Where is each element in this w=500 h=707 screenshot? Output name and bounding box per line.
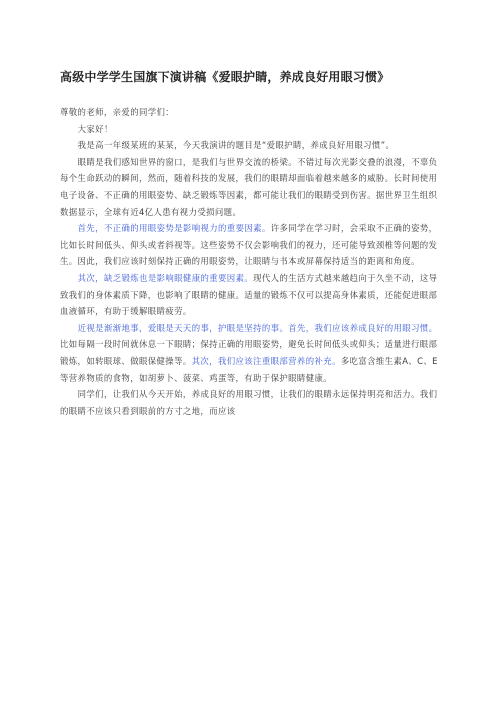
intro-paragraph: 我是高一年级某班的某某，今天我演讲的题目是“爱眼护睛，养成良好用眼习惯”。 (77, 140, 395, 151)
paragraph-2-text: 许多同学在学习时，会采取不正确的姿势，比如长时间低头、仰头或者斜视等。这些姿势不仅会影响我们的视力，还可能导致颈椎等问题的发生。因此，我们应该时刻保持正确的用眼姿势，让眼睛与书本或屏幕保持适当的距离和角度。 (60, 223, 438, 267)
speech-body (60, 104, 438, 419)
paragraph-4-highlight-1: 近视是渐渐地事，爱眼是天天的事，护眼是坚持的事。首先，我们应该养成良好的用眼习惯。 (77, 322, 438, 333)
paragraph-4-text-1: 比如每隔一段时间就休息一下眼睛；保持正确的用眼姿势，避免长时间低头或仰头；适量进行眼部锻炼，如转眼球、做眼保健操等。 (60, 339, 438, 366)
salutation: 尊敬的老师，亲爱的同学们： (60, 107, 175, 117)
paragraph-4 (60, 320, 438, 386)
paragraph-1: 眼睛是我们感知世界的窗口，是我们与世界交流的桥梁。不错过每次光影交叠的浪漫，不辜负每个生命跃动的瞬间，然而，随着科技的发展，我们的眼睛却面临着越来越多的威胁。长时间使用电子设备、不正确的用眼姿势、缺乏锻炼等因素，都可能让我们的眼睛受到伤害。据世界卫生组织数据显示，全球有近4亿人患有视力受损问题。 (60, 156, 438, 217)
paragraph-2 (60, 220, 438, 270)
page-title: 高级中学学生国旗下演讲稿《爱眼护睛，养成良好用眼习惯》 (60, 70, 390, 84)
paragraph-3-highlight: 其次，缺乏锻炼也是影响眼健康的重要因素。 (77, 272, 254, 283)
paragraph-3-text: 现代人的生活方式越来越趋向于久坐不动，这导致我们的身体素质下降，也影响了眼睛的健康。适量的锻炼不仅可以提高身体素质，还能促进眼部血液循环，有助于缓解眼睛疲劳。 (60, 272, 438, 317)
paragraph-2-highlight: 首先，不正确的用眼姿势是影响视力的重要因素。 (77, 223, 271, 234)
paragraph-4-highlight-2: 其次，我们应该注重眼部营养的补充。 (191, 355, 341, 366)
paragraph-3 (60, 270, 438, 320)
greeting: 大家好！ (77, 123, 113, 134)
paragraph-4-text-2: 多吃富含维生素A、C、E等营养物质的食物，如胡萝卜、菠菜、鸡蛋等，有助于保护眼睛健康。 (60, 355, 438, 383)
paragraph-5: 同学们，让我们从今天开始，养成良好的用眼习惯，让我们的眼睛永远保持明亮和活力。我们的眼睛不应该只看到眼前的方寸之地，而应该 (60, 389, 438, 416)
